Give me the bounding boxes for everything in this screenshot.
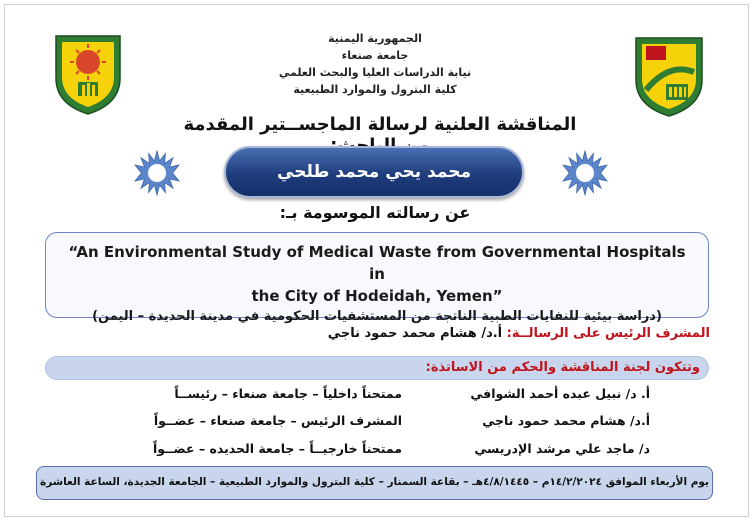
supervisor-label: المشرف الرئيس على الرسالــة: (506, 326, 710, 341)
supervisor-name: أ.د/ هشام محمد حمود ناجي (327, 326, 507, 341)
sunburst-icon (134, 150, 180, 196)
country-name: الجمهورية اليمنية (328, 32, 422, 45)
committee-member (110, 386, 650, 408)
member-role: ممتحناً داخلياً – جامعة صنعاء – رئيســاً (174, 386, 402, 401)
institution-header (240, 30, 510, 98)
researcher-name-banner (224, 146, 524, 198)
faculty-name: كلية البترول والموارد الطبيعية (293, 83, 457, 96)
faculty-crest-icon (52, 30, 124, 116)
thesis-title-english-line1: “An Environmental Study of Medical Waste from Governmental Hospitals in (68, 243, 686, 283)
member-name: د/ ماجد علي مرشد الإدريسي (474, 441, 650, 456)
sunburst-icon (562, 150, 608, 196)
thesis-intro: عن رسالته الموسومة بـ: (279, 203, 471, 222)
university-name: جامعة صنعاء (341, 49, 409, 62)
thesis-title-arabic: (دراسة بيئية للنفايات الطبية الناتجة من المستشفيات الحكومية في مدينة الحديدة – اليمن) (92, 309, 662, 324)
member-name: أ. د/ نبيل عبده أحمد الشوافي (470, 386, 650, 401)
main-supervisor (200, 326, 710, 341)
thesis-title-english-line2: the City of Hodeidah, Yemen” (251, 287, 503, 305)
member-name: أ.د/ هشام محمد حمود ناجي (482, 413, 650, 428)
thesis-title-english (46, 241, 708, 307)
announcement-heading: المناقشة العلنية لرسالة الماجســتير المقدمة (183, 114, 577, 135)
committee-title: وتتكون لجنة المناقشة والحكم من الاساتذة: (425, 360, 700, 375)
date-venue-text: يوم الأربعاء الموافق ١٤/٢/٢٠٢٤م – ٤/٨/١٤٤٥هـ – بقاعة السمنار – كلية البترول والموارد الطبيعية – الجامعة الجديدة، الساعة العاشرة (40, 476, 709, 488)
deanship-name: نيابة الدراسات العليا والبحث العلمي (278, 66, 472, 79)
member-role: المشرف الرئيس – جامعة صنعاء – عضــواً (153, 413, 402, 428)
sanaa-university-crest-icon (632, 32, 706, 118)
member-role: ممتحناً خارجيــاً – جامعة الحديده – عضــواً (153, 441, 402, 456)
committee-member (110, 441, 650, 463)
researcher-name: محمد يحي محمد طلحي (277, 162, 471, 182)
date-venue-bar (36, 466, 713, 500)
thesis-title-box (45, 232, 709, 324)
committee-member (110, 413, 650, 435)
